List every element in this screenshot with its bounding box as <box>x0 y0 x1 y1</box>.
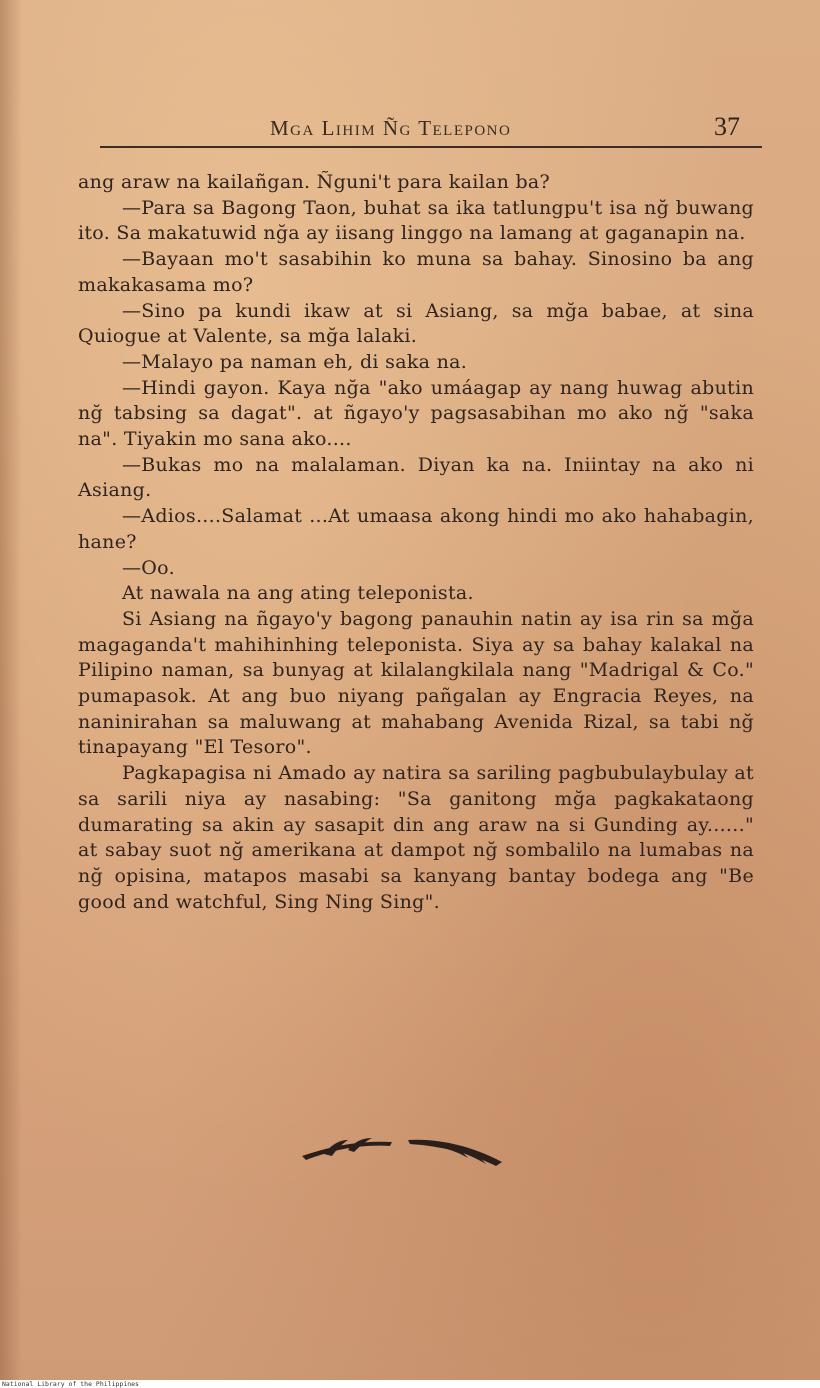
paragraph: —Malayo pa naman eh, di saka na. <box>122 350 468 373</box>
page-number: 37 <box>714 112 740 141</box>
page-header <box>100 112 762 150</box>
running-title: Mga Lihim Ñg Telepono <box>270 116 512 140</box>
paragraph: —Oo. <box>122 556 175 579</box>
paragraph: ang araw na kailañgan. Ñguni't para kailan ba? <box>78 171 551 193</box>
page-edge-shadow <box>0 0 22 1380</box>
paragraph: At nawala na ang ating teleponista. <box>122 582 474 605</box>
paragraph: Pagkapagisa ni Amado ay natira sa sariling pagbubulaybulay at sa sarili niya ay nasabing: "Sa ganitong mğa pagkakataong dumarating sa akin ay sasapit din ang araw na si Gunding ay......" at sabay suot nğ amerikana at dampot nğ sombalilo na lumabas na nğ opisina, matapos masabi sa kanyang bantay bodega ang "Be good and watchful, Sing Ning Sing". <box>78 762 754 913</box>
paragraph: —Adios....Salamat ...At umaasa akong hindi mo ako hahabagin, hane? <box>78 505 754 553</box>
body-text <box>78 170 754 915</box>
paragraph: —Hindi gayon. Kaya nğa "ako umáagap ay nang huwag abutin nğ tabsing sa dagat". at ñgayo'y pagsasabihan mo ako nğ "saka na". Tiyakin mo sana ako.... <box>78 376 754 451</box>
decorative-flourish-icon <box>296 1130 508 1174</box>
header-rule <box>100 146 762 148</box>
paragraph: —Bukas mo na malalaman. Diyan ka na. Iniintay na ako ni Asiang. <box>78 453 754 502</box>
paragraph: —Sino pa kundi ikaw at si Asiang, sa mğa babae, at sina Quiogue at Valente, sa mğa lalaki. <box>78 299 754 348</box>
paragraph: —Bayaan mo't sasabihin ko muna sa bahay. Sinosino ba ang makakasama mo? <box>78 248 754 296</box>
paragraph: —Para sa Bagong Taon, buhat sa ika tatlungpu't isa nğ buwang ito. Sa makatuwid nğa ay iisang linggo na lamang at gaganapin na. <box>78 196 754 245</box>
paragraph: Si Asiang na ñgayo'y bagong panauhin natin ay isa rin sa mğa magaganda't mahihinhing teleponista. Siya ay sa bahay kalakal na Pilipino naman, sa bunyag at kilalangkilala nang "Madrigal & Co." pumapasok. At ang buo niyang pañgalan ay Engracia Reyes, na naninirahan sa maluwang at mahabang Avenida Rizal, sa tabi nğ tinapayang "El Tesoro". <box>78 607 754 759</box>
library-credit: National Library of the Philippines <box>2 1380 139 1388</box>
